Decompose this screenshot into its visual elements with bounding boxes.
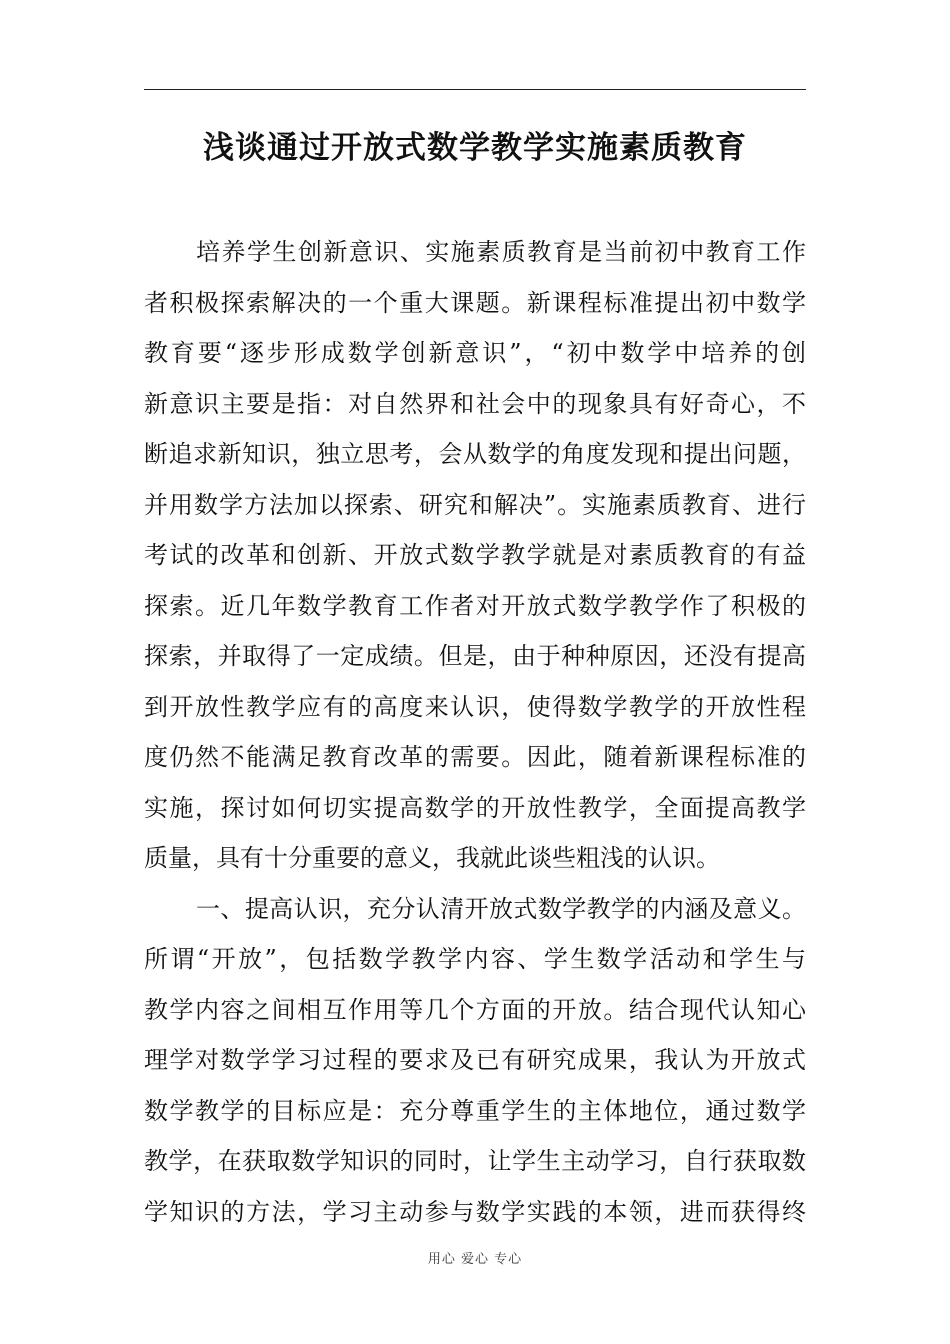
text-line: 考试的改革和创新、开放式数学教学就是对素质教育的有益 xyxy=(144,541,806,569)
text-line: 探索。近几年数学教育工作者对开放式数学教学作了积极的 xyxy=(144,591,806,620)
header-rule xyxy=(144,89,806,90)
text-line: 教学内容之间相互作用等几个方面的开放。结合现代认知心 xyxy=(144,995,806,1024)
text-line: 并用数学方法加以探索、研究和解决”。实施素质教育、进行 xyxy=(144,490,806,519)
text-line: 者积极探索解决的一个重大课题。新课程标准提出初中数学 xyxy=(144,288,806,317)
text-line: 一、提高认识，充分认清开放式数学教学的内涵及意义。 xyxy=(196,894,806,923)
document-body xyxy=(144,227,806,1237)
text-line: 所谓“开放”，包括数学教学内容、学生数学活动和学生与 xyxy=(144,945,806,973)
text-line: 实施，探讨如何切实提高数学的开放性教学，全面提高教学 xyxy=(144,793,806,822)
text-line: 培养学生创新意识、实施素质教育是当前初中教育工作 xyxy=(196,238,806,266)
text-line: 数学教学的目标应是：充分尊重学生的主体地位，通过数学 xyxy=(144,1096,806,1125)
text-line: 到开放性教学应有的高度来认识，使得数学教学的开放性程 xyxy=(144,692,806,721)
page-footer: 用心 爱心 专心 xyxy=(427,1252,523,1267)
text-line: 探索，并取得了一定成绩。但是，由于种种原因，还没有提高 xyxy=(144,642,806,670)
document-title: 浅谈通过开放式数学教学实施素质教育 xyxy=(203,130,747,166)
text-line: 新意识主要是指：对自然界和社会中的现象具有好奇心，不 xyxy=(144,389,806,418)
text-line: 度仍然不能满足教育改革的需要。因此，随着新课程标准的 xyxy=(144,743,806,771)
text-line: 学知识的方法，学习主动参与数学实践的本领，进而获得终 xyxy=(144,1197,806,1226)
text-line: 理学对数学学习过程的要求及已有研究成果，我认为开放式 xyxy=(144,1046,806,1074)
text-line: 教学，在获取数学知识的同时，让学生主动学习，自行获取数 xyxy=(144,1147,806,1175)
text-line: 断追求新知识，独立思考，会从数学的角度发现和提出问题， xyxy=(144,440,806,468)
text-line: 质量，具有十分重要的意义，我就此谈些粗浅的认识。 xyxy=(144,844,720,872)
text-line: 教育要“逐步形成数学创新意识”，“初中数学中培养的创 xyxy=(144,339,806,367)
